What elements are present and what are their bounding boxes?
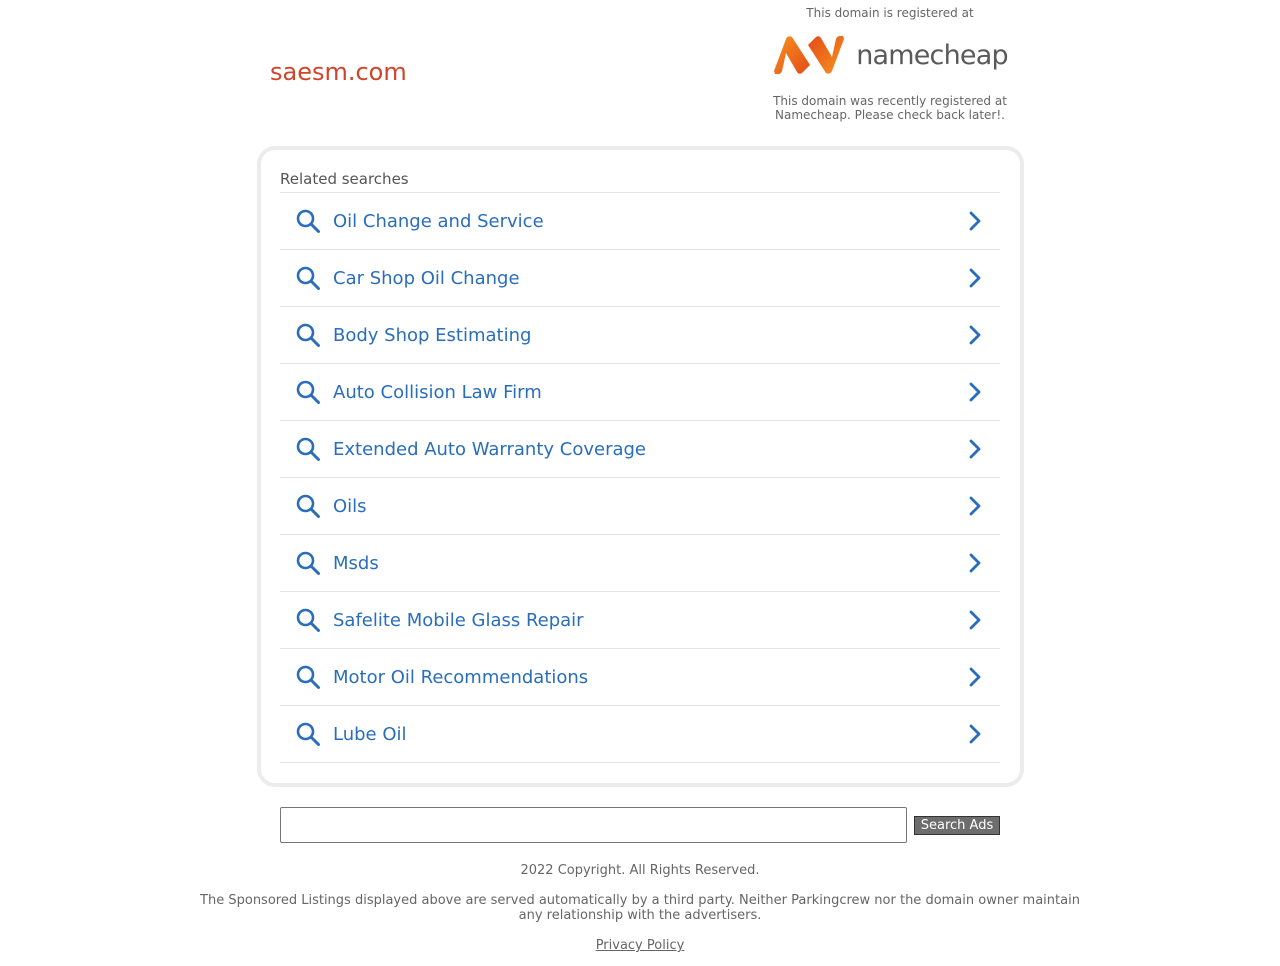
search-ads-button[interactable]: Search Ads	[914, 816, 1000, 835]
search-icon	[295, 721, 321, 747]
related-search-label: Extended Auto Warranty Coverage	[333, 438, 646, 460]
related-searches-title: Related searches	[280, 170, 409, 188]
search-icon	[295, 436, 321, 462]
privacy-policy-link[interactable]: Privacy Policy	[595, 938, 685, 953]
related-searches-list	[280, 192, 1000, 763]
privacy-policy	[0, 938, 1280, 953]
related-search-item[interactable]	[280, 478, 1000, 535]
related-search-item[interactable]	[280, 535, 1000, 592]
related-search-label: Auto Collision Law Firm	[333, 381, 542, 403]
chevron-right-icon	[967, 666, 983, 688]
chevron-right-icon	[967, 267, 983, 289]
related-search-item[interactable]	[280, 706, 1000, 763]
related-search-item[interactable]	[280, 364, 1000, 421]
disclaimer-text: The Sponsored Listings displayed above are served automatically by a third party. Neither Parkingcrew nor the domain owner maintain any relationship with the advertisers.	[200, 893, 1080, 923]
related-search-label: Oil Change and Service	[333, 210, 544, 232]
search-icon	[295, 493, 321, 519]
search-icon	[295, 379, 321, 405]
search-icon	[295, 607, 321, 633]
search-input[interactable]	[280, 807, 907, 843]
registered-at-label: This domain is registered at	[806, 6, 974, 20]
chevron-right-icon	[967, 438, 983, 460]
related-search-label: Safelite Mobile Glass Repair	[333, 609, 584, 631]
related-search-item[interactable]	[280, 250, 1000, 307]
related-search-item[interactable]	[280, 649, 1000, 706]
search-icon	[295, 664, 321, 690]
chevron-right-icon	[967, 552, 983, 574]
chevron-right-icon	[967, 495, 983, 517]
related-search-label: Lube Oil	[333, 723, 407, 745]
chevron-right-icon	[967, 609, 983, 631]
chevron-right-icon	[967, 723, 983, 745]
search-icon	[295, 208, 321, 234]
search-icon	[295, 322, 321, 348]
namecheap-logo-icon	[772, 35, 846, 75]
registrar-block	[760, 0, 1020, 122]
search-icon	[295, 265, 321, 291]
related-search-item[interactable]	[280, 421, 1000, 478]
chevron-right-icon	[967, 381, 983, 403]
related-search-item[interactable]	[280, 193, 1000, 250]
related-search-item[interactable]	[280, 592, 1000, 649]
related-search-label: Oils	[333, 495, 367, 517]
chevron-right-icon	[967, 210, 983, 232]
related-search-label: Body Shop Estimating	[333, 324, 532, 346]
related-search-label: Car Shop Oil Change	[333, 267, 520, 289]
related-search-item[interactable]	[280, 307, 1000, 364]
domain-name: saesm.com	[270, 58, 407, 86]
namecheap-logo-text: namecheap	[856, 39, 1008, 71]
search-icon	[295, 550, 321, 576]
registrar-note: This domain was recently registered at Namecheap. Please check back later!.	[773, 94, 1007, 122]
chevron-right-icon	[967, 324, 983, 346]
related-search-label: Msds	[333, 552, 379, 574]
related-search-label: Motor Oil Recommendations	[333, 666, 589, 688]
namecheap-logo[interactable]	[760, 24, 1020, 86]
copyright-text: 2022 Copyright. All Rights Reserved.	[520, 863, 760, 878]
related-searches-panel	[257, 146, 1024, 787]
